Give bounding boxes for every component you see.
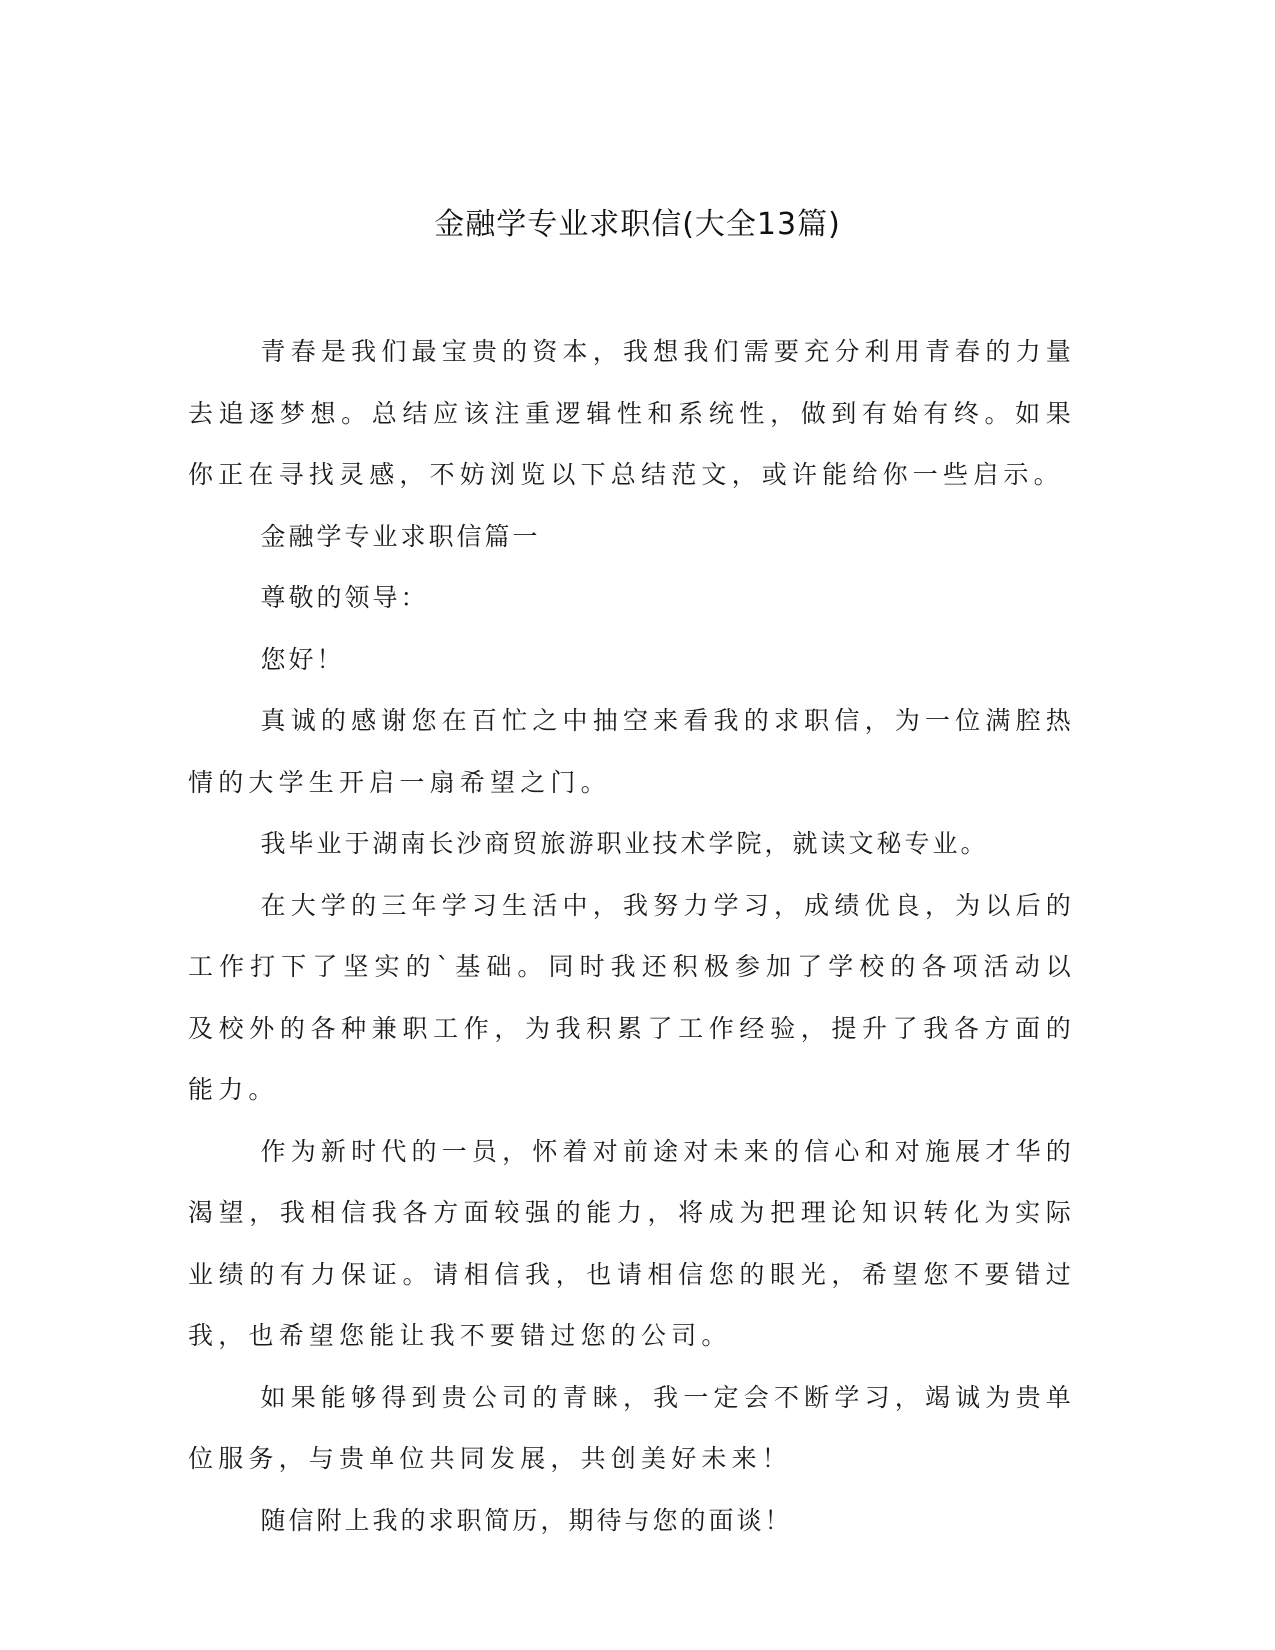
section-heading: 金融学专业求职信篇一 [260, 521, 541, 551]
document-body [188, 321, 1076, 1551]
letter-paragraph: 随信附上我的求职简历，期待与您的面谈！ [260, 1505, 793, 1535]
intro-paragraph: 青春是我们最宝贵的资本，我想我们需要充分利用青春的力量去追逐梦想。总结应该注重逻辑性和系统性，做到有始有终。如果你正在寻找灵感，不妨浏览以下总结范文，或许能给你一些启示。 [188, 337, 1076, 489]
greeting: 您好！ [260, 644, 345, 674]
letter-paragraph: 如果能够得到贵公司的青睐，我一定会不断学习，竭诚为贵单位服务，与贵单位共同发展，共创美好未来！ [188, 1382, 1076, 1473]
letter-paragraph: 在大学的三年学习生活中，我努力学习，成绩优良，为以后的工作打下了坚实的`基础。同时我还积极参加了学校的各项活动以及校外的各种兼职工作，为我积累了工作经验，提升了我各方面的能力。 [188, 890, 1076, 1104]
letter-paragraph: 真诚的感谢您在百忙之中抽空来看我的求职信，为一位满腔热情的大学生开启一扇希望之门。 [188, 706, 1076, 797]
salutation: 尊敬的领导： [260, 583, 429, 612]
letter-paragraph: 我毕业于湖南长沙商贸旅游职业技术学院，就读文秘专业。 [260, 829, 989, 858]
document-title: 金融学专业求职信(大全13篇) [434, 207, 841, 242]
letter-paragraph: 作为新时代的一员，怀着对前途对未来的信心和对施展才华的渴望，我相信我各方面较强的能力，将成为把理论知识转化为实际业绩的有力保证。请相信我，也请相信您的眼光，希望您不要错过我，也希望您能让我不要错过您的公司。 [188, 1136, 1076, 1350]
